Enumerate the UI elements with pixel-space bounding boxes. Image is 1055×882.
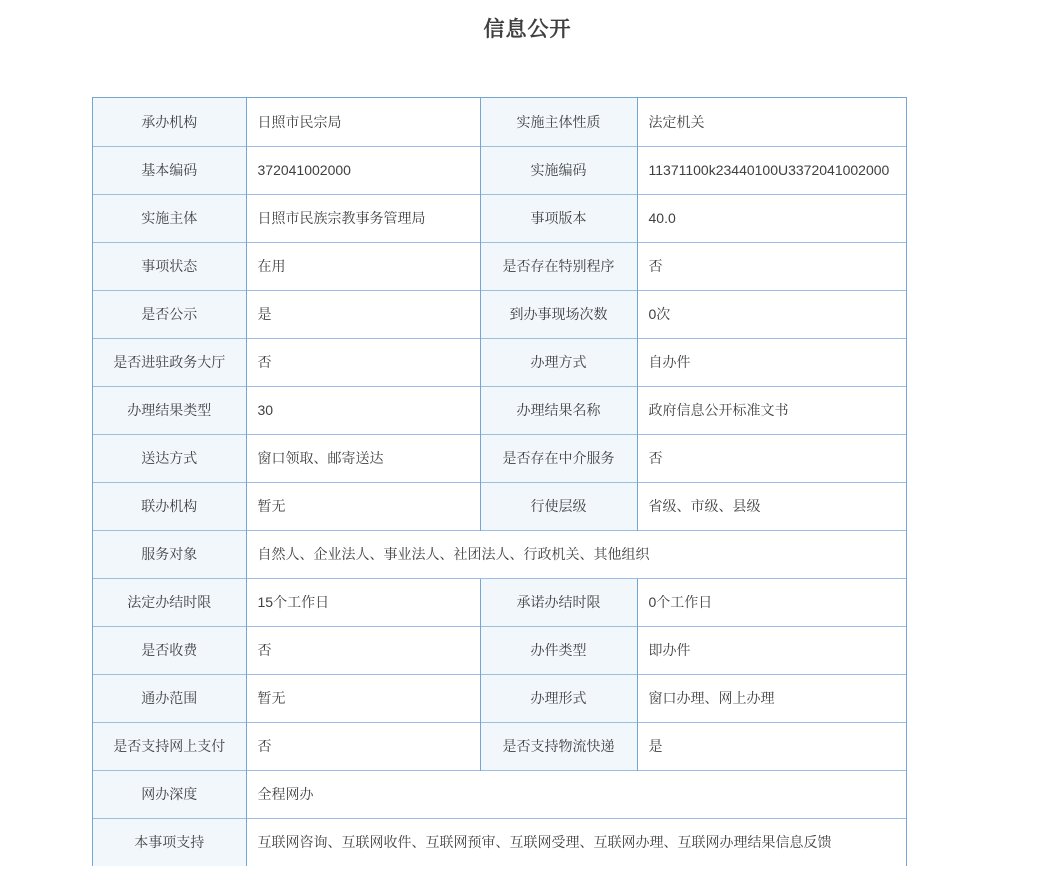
table-row [93,386,906,434]
table-row [93,434,906,482]
field-value: 是 [246,290,480,338]
field-label: 事项状态 [93,242,246,290]
field-value: 全程网办 [246,770,906,818]
field-value: 否 [637,242,906,290]
page-title: 信息公开 [483,18,572,41]
field-value: 暂无 [246,482,480,530]
field-label: 办理形式 [480,674,637,722]
field-label: 服务对象 [93,530,246,578]
field-label: 网办深度 [93,770,246,818]
table-row [93,722,906,770]
field-label: 是否存在中介服务 [480,434,637,482]
table-row [93,194,906,242]
field-label: 事项版本 [480,194,637,242]
field-value: 互联网咨询、互联网收件、互联网预审、互联网受理、互联网办理、互联网办理结果信息反馈 [246,818,906,866]
field-value: 日照市民宗局 [246,98,480,146]
field-label: 承诺办结时限 [480,578,637,626]
field-label: 到办事现场次数 [480,290,637,338]
table-row [93,818,906,866]
field-label: 办理方式 [480,338,637,386]
field-value: 30 [246,386,480,434]
field-label: 办件类型 [480,626,637,674]
field-label: 是否存在特别程序 [480,242,637,290]
field-label: 联办机构 [93,482,246,530]
field-value: 否 [246,722,480,770]
field-label: 是否进驻政务大厅 [93,338,246,386]
field-value: 372041002000 [246,146,480,194]
table-row [93,530,906,578]
table-row [93,482,906,530]
field-label: 办理结果名称 [480,386,637,434]
field-label: 承办机构 [93,98,246,146]
field-value: 在用 [246,242,480,290]
field-value: 窗口领取、邮寄送达 [246,434,480,482]
field-value: 否 [246,338,480,386]
field-label: 实施主体 [93,194,246,242]
field-label: 是否公示 [93,290,246,338]
table-row [93,146,906,194]
field-value: 否 [246,626,480,674]
field-value: 自办件 [637,338,906,386]
table-row [93,578,906,626]
field-value: 15个工作日 [246,578,480,626]
field-label: 本事项支持 [93,818,246,866]
field-value: 政府信息公开标准文书 [637,386,906,434]
field-value: 日照市民族宗教事务管理局 [246,194,480,242]
table-row [93,338,906,386]
field-label: 办理结果类型 [93,386,246,434]
field-value: 暂无 [246,674,480,722]
info-table [92,97,907,866]
field-label: 行使层级 [480,482,637,530]
field-label: 送达方式 [93,434,246,482]
table-row [93,242,906,290]
field-value: 40.0 [637,194,906,242]
table-row [93,290,906,338]
field-label: 法定办结时限 [93,578,246,626]
field-value: 省级、市级、县级 [637,482,906,530]
field-value: 0次 [637,290,906,338]
table-row [93,674,906,722]
field-value: 否 [637,434,906,482]
field-label: 是否支持网上支付 [93,722,246,770]
table-row [93,770,906,818]
field-label: 实施主体性质 [480,98,637,146]
table-row [93,626,906,674]
field-value: 11371100k23440100U3372041002000 [637,146,906,194]
field-value: 是 [637,722,906,770]
field-value: 法定机关 [637,98,906,146]
field-label: 是否收费 [93,626,246,674]
field-label: 是否支持物流快递 [480,722,637,770]
field-label: 基本编码 [93,146,246,194]
field-value: 即办件 [637,626,906,674]
field-value: 自然人、企业法人、事业法人、社团法人、行政机关、其他组织 [246,530,906,578]
field-label: 实施编码 [480,146,637,194]
field-value: 窗口办理、网上办理 [637,674,906,722]
field-label: 通办范围 [93,674,246,722]
field-value: 0个工作日 [637,578,906,626]
table-row [93,98,906,146]
